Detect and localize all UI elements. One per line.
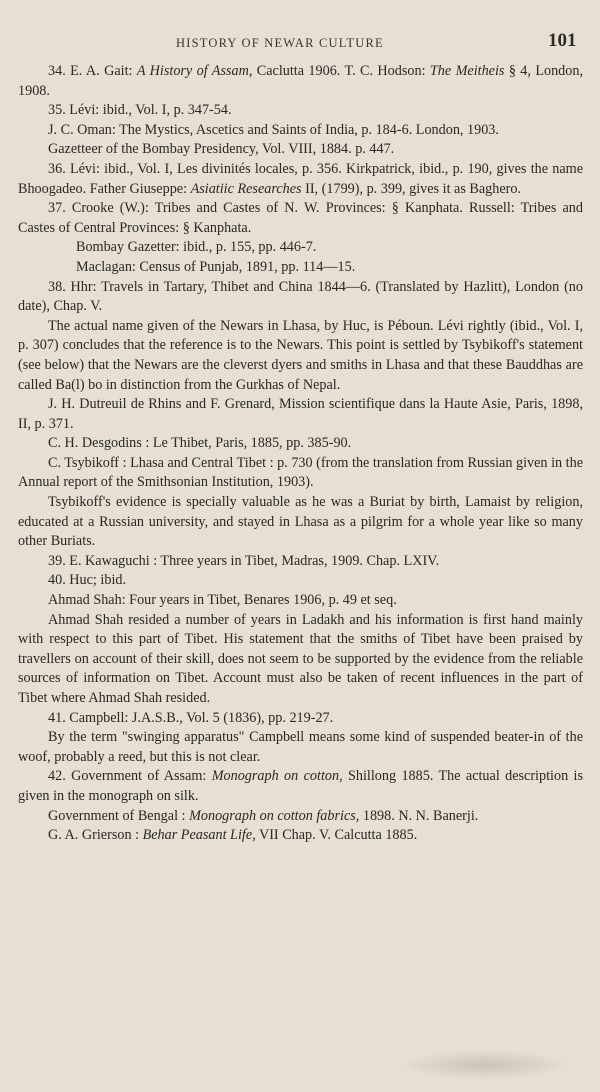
note-text: By the term "swinging apparatus" Campbell means some kind of suspended beater-in of the woof, probably a reed, but this is not clear. (18, 729, 583, 765)
note-paragraph (18, 395, 583, 434)
note-paragraph (18, 709, 583, 729)
note-paragraph (18, 826, 583, 846)
note-paragraph (18, 434, 583, 454)
note-text: 38. Hhr: Travels in Tartary, Thibet and China 1844—6. (Translated by Hazlitt), London (no date), Chap. V. (18, 278, 583, 315)
note-text: 39. E. Kawaguchi : Three years in Tibet, Madras, 1909. Chap. LXIV. (48, 552, 440, 569)
note-text: II, (1799), p. 399, gives it as Baghero. (301, 180, 522, 197)
italic-title-text: Monograph on cotton fabrics, (189, 807, 360, 824)
note-text: 36. Lévi: ibid., Vol. I, Les divinités locales, p. 356. Kirkpatrick, ibid., p. 190, gives the name Bhoogadeo. Father Giuseppe: (18, 160, 583, 197)
note-paragraph (18, 140, 583, 160)
note-paragraph (18, 62, 583, 101)
note-paragraph (18, 807, 583, 827)
note-paragraph (18, 571, 583, 591)
note-text: 42. Government of Assam: (48, 768, 212, 785)
note-paragraph (18, 238, 583, 258)
page-stain (400, 1050, 570, 1080)
note-text: Caclutta 1906. T. C. Hodson: (252, 63, 430, 79)
italic-title-text: Monograph on cotton, (211, 768, 343, 785)
note-paragraph (18, 199, 583, 238)
note-paragraph (18, 454, 583, 493)
note-paragraph (18, 552, 583, 572)
note-text: Government of Bengal : (48, 807, 190, 824)
note-text: VII Chap. V. Calcutta 1885. (255, 827, 418, 844)
note-paragraph (18, 317, 583, 395)
note-text: Gazetteer of the Bombay Presidency, Vol. VIII, 1884. p. 447. (48, 141, 395, 158)
italic-title-text: The Meitheis (429, 63, 505, 79)
note-text: Ahmad Shah resided a number of years in Ladakh and his information is first hand mainly with respect to this part of Tibet. His statement that the smiths of Tibet have been praised by travellers on account of their skill, does not seem to be supported by the evidence from the reliable sources of information on Tibet. Account must also be taken of recent influences in the part of Tibet where Ahmad Shah resided. (18, 611, 583, 706)
note-text: 37. Crooke (W.): Tribes and Castes of N. W. Provinces: § Kanphata. Russell: Tribes and Castes of Central Provinces: § Kanphata. (18, 200, 583, 236)
note-text: The actual name given of the Newars in Lhasa, by Huc, is Péboun. Lévi rightly (ibid., Vol. I, p. 307) concludes that the reference is to the Newars. This point is settled by Tsybikoff's statement (see below) that the Newars are the cleverst dyers and smiths in Lhasa and that these Bauddhas are called Ba(l) bo in distinction from the Gurkhas of Nepal. (18, 317, 583, 393)
italic-title-text: Behar Peasant Life, (142, 827, 256, 844)
note-text: C. Tsybikoff : Lhasa and Central Tibet : p. 730 (from the translation from Russian given in the Annual report of the Smithsonian Institution, 1903). (18, 454, 583, 491)
note-text: G. A. Grierson : (48, 827, 143, 844)
note-text: C. H. Desgodins : Le Thibet, Paris, 1885, pp. 385-90. (48, 435, 352, 452)
italic-title-text: A History of Assam, (136, 63, 253, 79)
note-paragraph (18, 728, 583, 767)
note-text: 35. Lévi: ibid., Vol. I, p. 347-54. (48, 102, 232, 119)
notes-body (18, 62, 583, 846)
note-text: 41. Campbell: J.A.S.B., Vol. 5 (1836), pp. 219-27. (48, 709, 334, 726)
note-paragraph (18, 278, 583, 317)
note-paragraph (18, 611, 583, 709)
note-text: Tsybikoff's evidence is specially valuable as he was a Buriat by birth, Lamaist by religion, educated at a Russian university, and stayed in Lhasa as a pilgrim for a whole year like so many other Buriats. (18, 494, 583, 550)
note-paragraph (18, 121, 583, 141)
note-text: J. C. Oman: The Mystics, Ascetics and Saints of India, p. 184-6. London, 1903. (48, 121, 499, 138)
note-text: Bombay Gazetter: ibid., p. 155, pp. 446-7. (76, 239, 317, 256)
note-text: § 4, London, 1908. (18, 63, 584, 99)
note-text: 1898. N. N. Banerji. (359, 807, 479, 824)
note-text: 40. Huc; ibid. (48, 572, 127, 589)
note-paragraph (18, 258, 583, 278)
note-paragraph (18, 767, 583, 806)
page-number: 101 (548, 30, 577, 51)
note-paragraph (18, 101, 583, 121)
note-text: Maclagan: Census of Punjab, 1891, pp. 114—15. (76, 258, 356, 275)
note-text: Shillong 1885. The actual description is given in the monograph on silk. (18, 768, 583, 804)
note-text: Ahmad Shah: Four years in Tibet, Benares 1906, p. 49 et seq. (48, 592, 397, 609)
note-text: J. H. Dutreuil de Rhins and F. Grenard, Mission scientifique dans la Haute Asie, Paris, 1898, II, p. 371. (18, 396, 583, 432)
italic-title-text: Asiatiic Researches (190, 180, 302, 197)
note-paragraph (18, 591, 583, 611)
running-head-title: HISTORY OF NEWAR CULTURE (176, 36, 384, 50)
running-head (0, 30, 600, 56)
note-paragraph (18, 160, 583, 199)
note-text: 34. E. A. Gait: (48, 63, 137, 79)
note-paragraph (18, 493, 583, 552)
